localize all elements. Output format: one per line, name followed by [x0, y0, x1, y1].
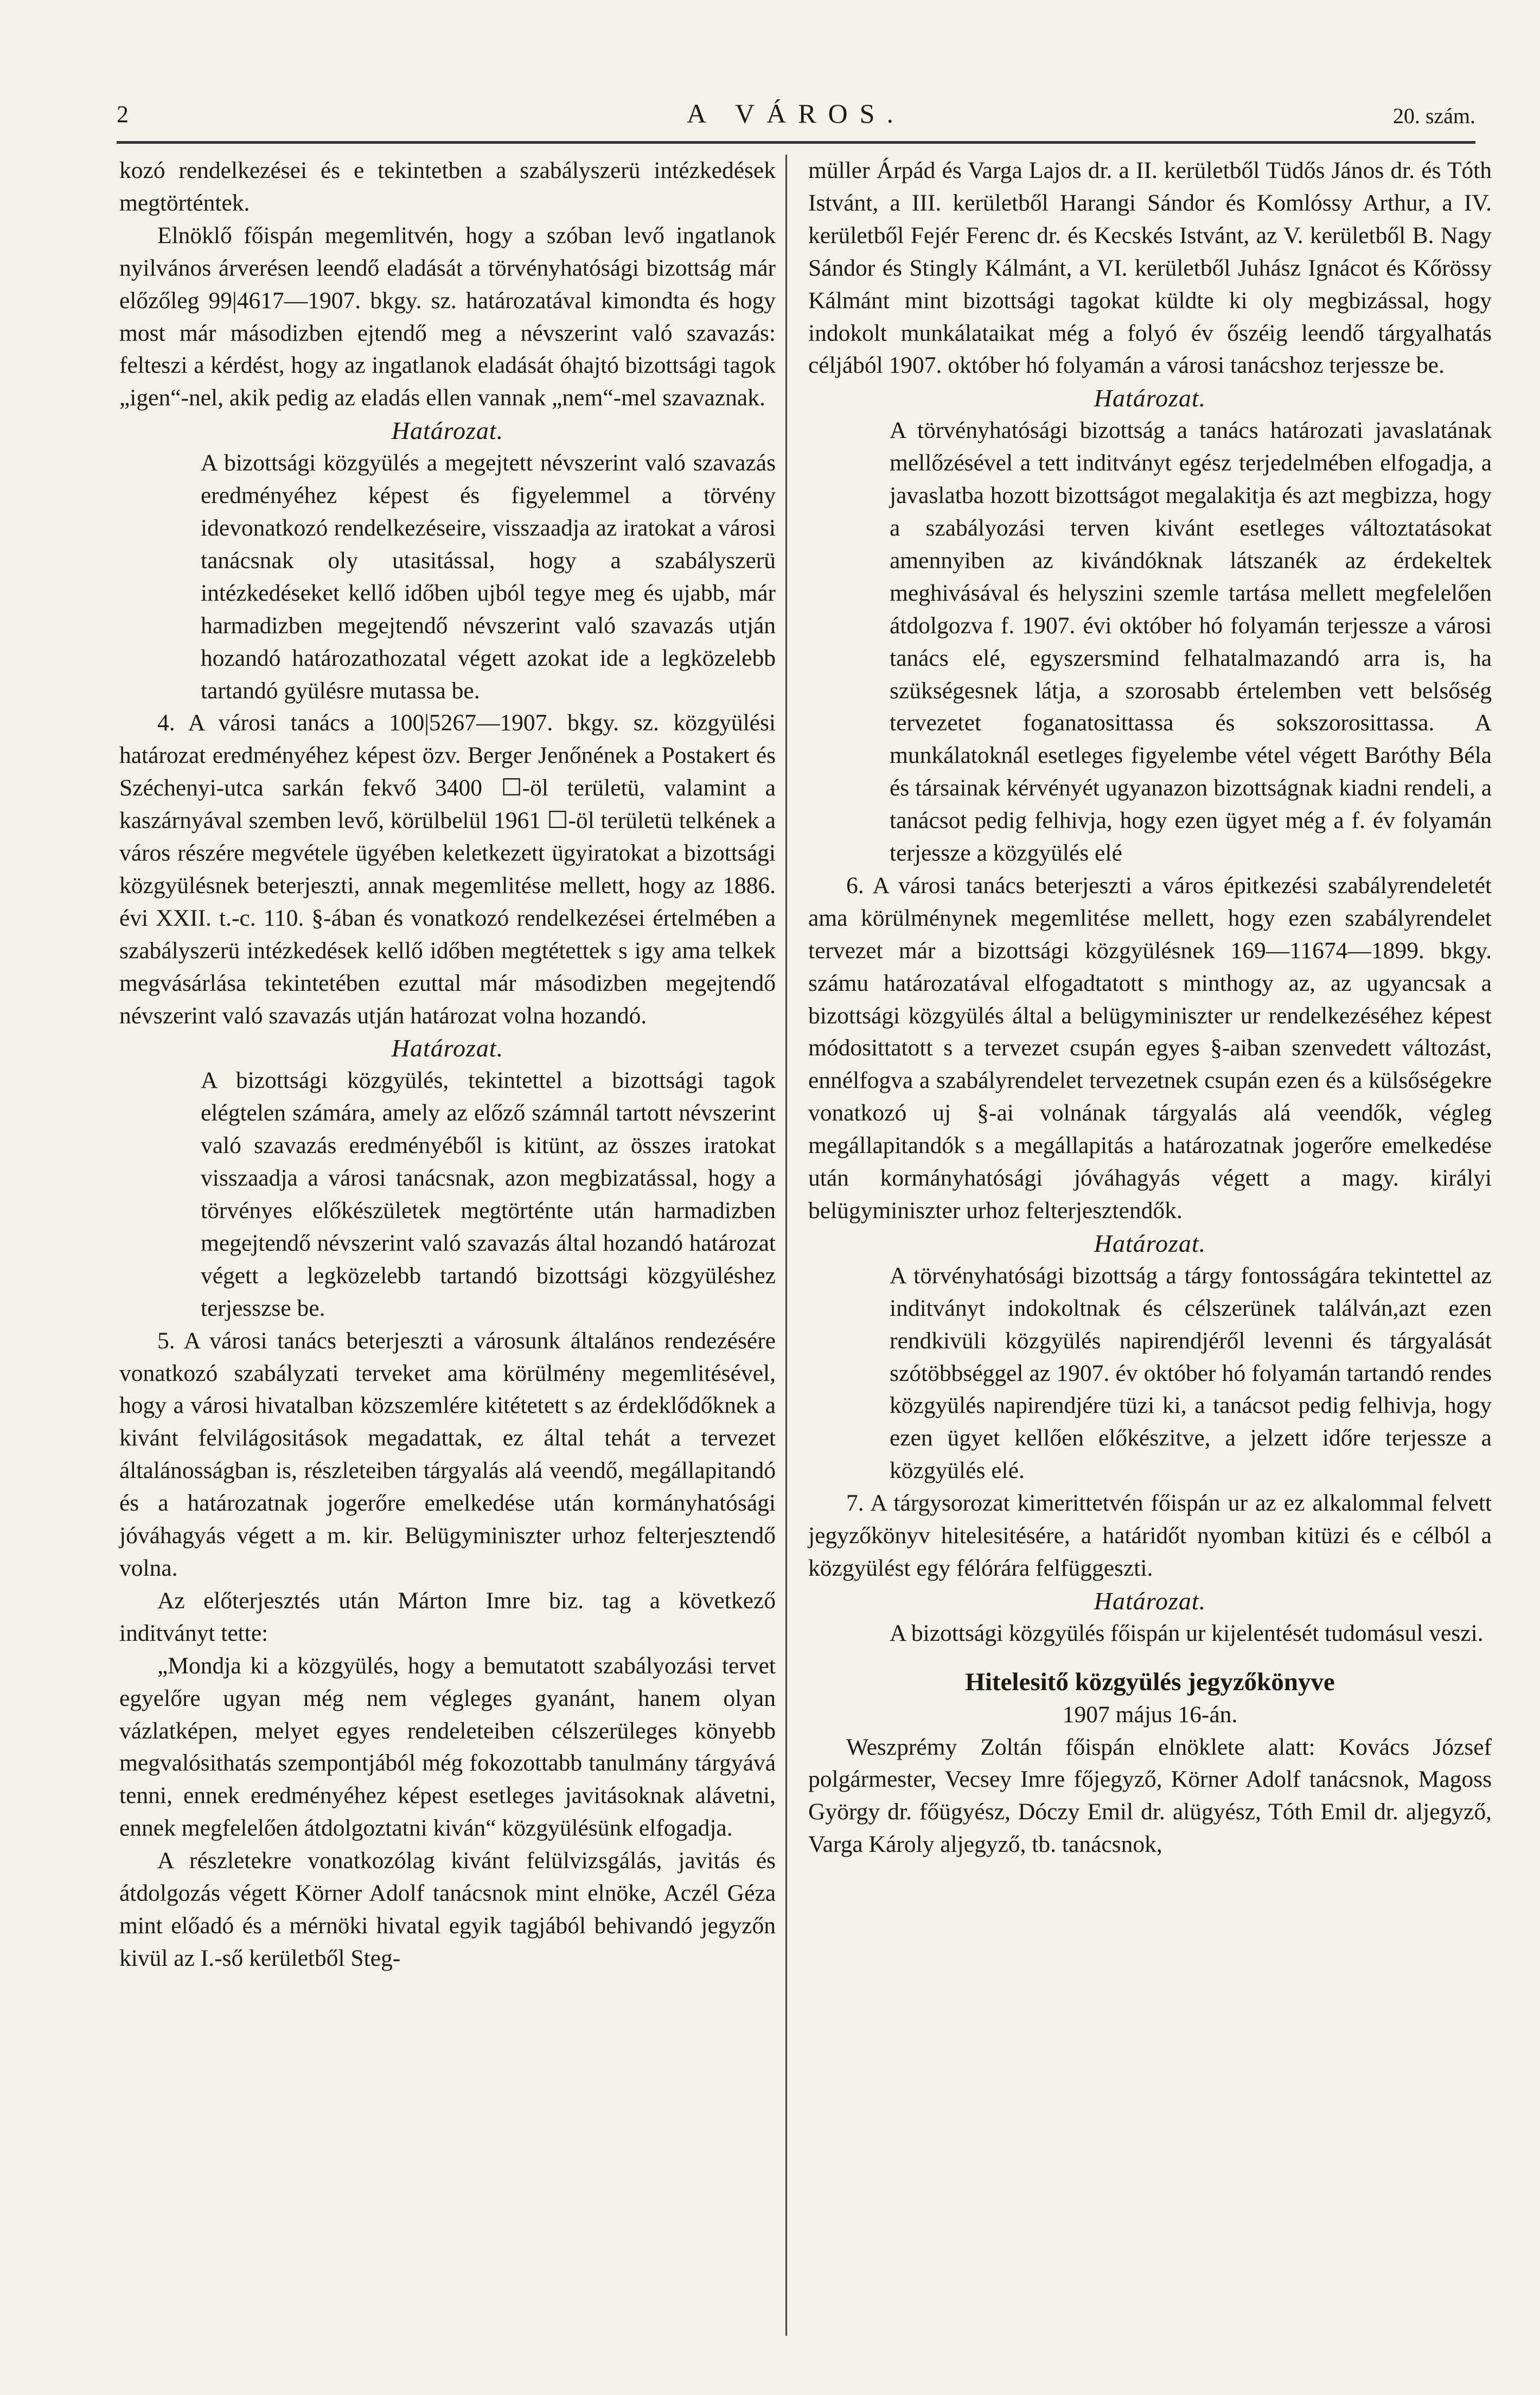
paragraph: Weszprémy Zoltán főispán elnöklete alatt: Kovács József polgármester, Vecsey Imre főjegyző, Körner Adolf tanácsnok, Magoss György dr. főügyész, Dóczy Emil dr. alügyész, Tóth Emil dr. aljegyző, Varga Károly aljegyző, tb. tanácsnok,: [808, 1734, 1492, 1858]
section-date: 1907 május 16-án.: [1062, 1701, 1238, 1728]
resolution-text: A bizottsági közgyülés a megejtett névszerint való szavazás eredményéhez képest és figyelemmel a törvény idevonatkozó rendelkezéseire, visszaadja az iratokat a városi tanácsnak oly utasitással, hogy a szabályszerü intézkedéseket kellő időben ujból tegye meg és ujabb, már harmadizben megejtendő névszerint való szavazás utján hozandó határozathozatal végett azokat ide a legközelebb tartandó gyülésre mutassa be.: [201, 450, 776, 704]
page-header: [117, 81, 1475, 144]
column-divider: [785, 155, 787, 2336]
paragraph: 4. A városi tanács a 100|5267—1907. bkgy. sz. közgyülési határozat eredményéhez képest özv. Berger Jenőnének a Postakert és Széchenyi-utca sarkán fekvő 3400 ☐-öl területü, valamint a kaszárnyával szemben levő, körülbelül 1961 ☐-öl területü telkének a város részére megvétele ügyében keletkezett ügyiratokat a bizottsági közgyülésnek beterjeszti, annak megemlitése mellett, hogy az 1886. évi XXII. t.-c. 110. §-ában és vonatkozó rendelkezései értelmében a szabályszerü intézkedések kellő időben megtétettek s igy ama telkek megvásárlása tekintetében ezuttal már másodizben megejtendő névszerint való szavazás utján határozat volna hozandó.: [119, 710, 776, 1029]
paragraph: Elnöklő főispán megemlitvén, hogy a szóban levő ingatlanok nyilvános árverésen leendő eladását a törvényhatósági bizottság már előzőleg 99|4617—1907. bkgy. sz. határozatával kimondta és hogy most már másodizben ejtendő meg a névszerint való szavazás: felteszi a kérdést, hogy az ingatlanok eladását óhajtó bizottsági tagok „igen“-nel, akik pedig az eladás ellen vannak „nem“-mel szavaznak.: [119, 222, 776, 411]
resolution-text: A bizottsági közgyülés, tekintettel a bizottsági tagok elégtelen számára, amely az előző számnál tartott névszerint való szavazás eredményéből is kitünt, az összes iratokat visszaadja a városi tanácsnak, azon megbizatással, hogy a törvényes előkészületek megtörténte után harmadizben megejtendő névszerint való szavazás által hozandó határozat végett a legközelebb tartandó bizottsági közgyüléshez terjesszse be.: [201, 1067, 776, 1321]
paragraph: 7. A tárgysorozat kimerittetvén főispán ur az ez alkalommal felvett jegyzőkönyv hitelesitésére, a határidőt nyomban kitüzi és e célból a közgyülést egy félórára felfüggeszti.: [808, 1490, 1492, 1581]
right-column: [808, 155, 1492, 1861]
resolution-heading: Határozat.: [391, 1034, 504, 1062]
page-number: 2: [117, 101, 129, 128]
paragraph: 6. A városi tanács beterjeszti a város épitkezési szabályrendeletét ama körülménynek megemlitése mellett, hogy ezen szabályrendelet tervezet már a bizottsági közgyülésnek 169—11674—1899. bkgy. számu határozatával elfogadtatott s minthogy az, az ugyancsak a bizottsági közgyülés által a belügyminiszter ur rendelkezéséhez képest módosittatott s a tervezet csupán egyes §-aiban szenvedett változást, ennélfogva a szabályrendelet tervezetnek csupán ezen és a külsőségekre vonatkozó uj §-ai volnának tárgyalás alá veendők, végleg megállapitandók s a megállapitás a határozatnak jogerőre emelkedése után kormányhatósági jóváhagyás végett a magy. királyi belügyminiszter urhoz felterjesztendők.: [808, 872, 1492, 1224]
paragraph: 5. A városi tanács beterjeszti a városunk általános rendezésére vonatkozó szabályzati terveket ama körülmény megemlitésével, hogy a városi hivatalban közszemlére kitétetett s az érdeklődőknek a kivánt felvilágositások megadattak, ez által tehát a tervezet általánosságban is, részleteiben tárgyalás alá veendő, megállapitandó és a határozatnak jogerőre emelkedése után kormányhatósági jóváhagyás végett a m. kir. Belügyminiszter urhoz felterjesztendő volna.: [119, 1327, 776, 1581]
resolution-heading: Határozat.: [1094, 1229, 1206, 1257]
resolution-heading: Határozat.: [1094, 1587, 1206, 1615]
left-column: [119, 155, 776, 1975]
paragraph: kozó rendelkezései és e tekintetben a szabályszerü intézkedések megtörténtek.: [119, 157, 776, 216]
paragraph: Az előterjesztés után Márton Imre biz. tag a következő inditványt tette:: [119, 1587, 776, 1646]
section-title: Hitelesitő közgyülés jegyzőkönyve: [965, 1667, 1335, 1696]
paragraph: müller Árpád és Varga Lajos dr. a II. kerületből Tüdős János dr. és Tóth Istvánt, a III. kerületből Harangi Sándor és Komlóssy Arthur, a IV. kerületből Fejér Ferenc dr. és Kecskés Istvánt, az V. kerületből B. Nagy Sándor és Stingly Kálmánt, a VI. kerületből Juhász Ignácot és Kőrössy Kálmánt mint bizottsági tagokat küldte ki oly megbizással, hogy indokolt munkálataikat még a folyó év őszéig leendő tárgyalhatás céljából 1907. október hó folyamán a városi tanácshoz terjessze be.: [808, 157, 1492, 379]
resolution-text: A bizottsági közgyülés főispán ur kijelentését tudomásul veszi.: [890, 1620, 1484, 1646]
resolution-heading: Határozat.: [1094, 384, 1206, 412]
issue-number: 20. szám.: [1392, 104, 1475, 128]
paragraph: A részletekre vonatkozólag kivánt felülvizsgálás, javitás és átdolgozás végett Körner Adolf tanácsnok mint elnöke, Aczél Géza mint előadó és a mérnöki hivatal egyik tagjából behivandó jegyzőn kivül az I.-ső kerületből Steg-: [119, 1848, 776, 1971]
resolution-heading: Határozat.: [391, 417, 504, 445]
resolution-text: A törvényhatósági bizottság a tárgy fontosságára tekintettel az inditványt indokoltnak és célszerünek találván,azt ezen rendkivüli közgyülés napirendjéről levenni és tárgyalását szótöbbséggel az 1907. év október hó folyamán tartandó rendes közgyülés napirendjére tüzi ki, a tanácsot pedig felhivja, hogy ezen ügyet kellően előkészitve, a jelzett időre terjessze a közgyülés elé.: [890, 1262, 1492, 1484]
paragraph: „Mondja ki a közgyülés, hogy a bemutatott szabályozási tervet egyelőre ugyan még nem végleges gyanánt, hanem olyan vázlatképen, melyet egyes rendeleteiben célszerüleges könyebb megvalósithatás szempontjából még fokozottabb tanulmány tárgyává tenni, ennek eredményéhez képest esetleges javitásoknak alávetni, ennek megfelelően átdolgoztatni kiván“ közgyülésünk elfogadja.: [119, 1652, 776, 1842]
resolution-text: A törvényhatósági bizottság a tanács határozati javaslatának mellőzésével a tett inditványt egész terjedelmében elfogadja, a javaslatba hozott bizottságot megalakitja és azt megbizza, hogy a szabályozási terven kivánt esetleges változtatásokat amennyiben az kivándóknak látszanék az érdekeltek meghivásával és helyszini szemle tartása mellett megfelelően átdolgozva f. 1907. évi október hó folyamán terjessze a városi tanács elé, egyszersmind felhatalmazandó arra is, ha szükségesnek látja, a szorosabb értelemben vett belsőség tervezetet foganatosittassa és sokszorosittassa. A munkálatoknál esetleges figyelembe vétel végett Baróthy Béla és társainak kérvényét ugyanazon bizottságnak kiadni rendeli, a tanácsot pedig felhivja, hogy ezen ügyet még a f. év folyamán terjessze a közgyülés elé: [890, 417, 1492, 867]
masthead-title: A VÁROS.: [687, 98, 905, 129]
